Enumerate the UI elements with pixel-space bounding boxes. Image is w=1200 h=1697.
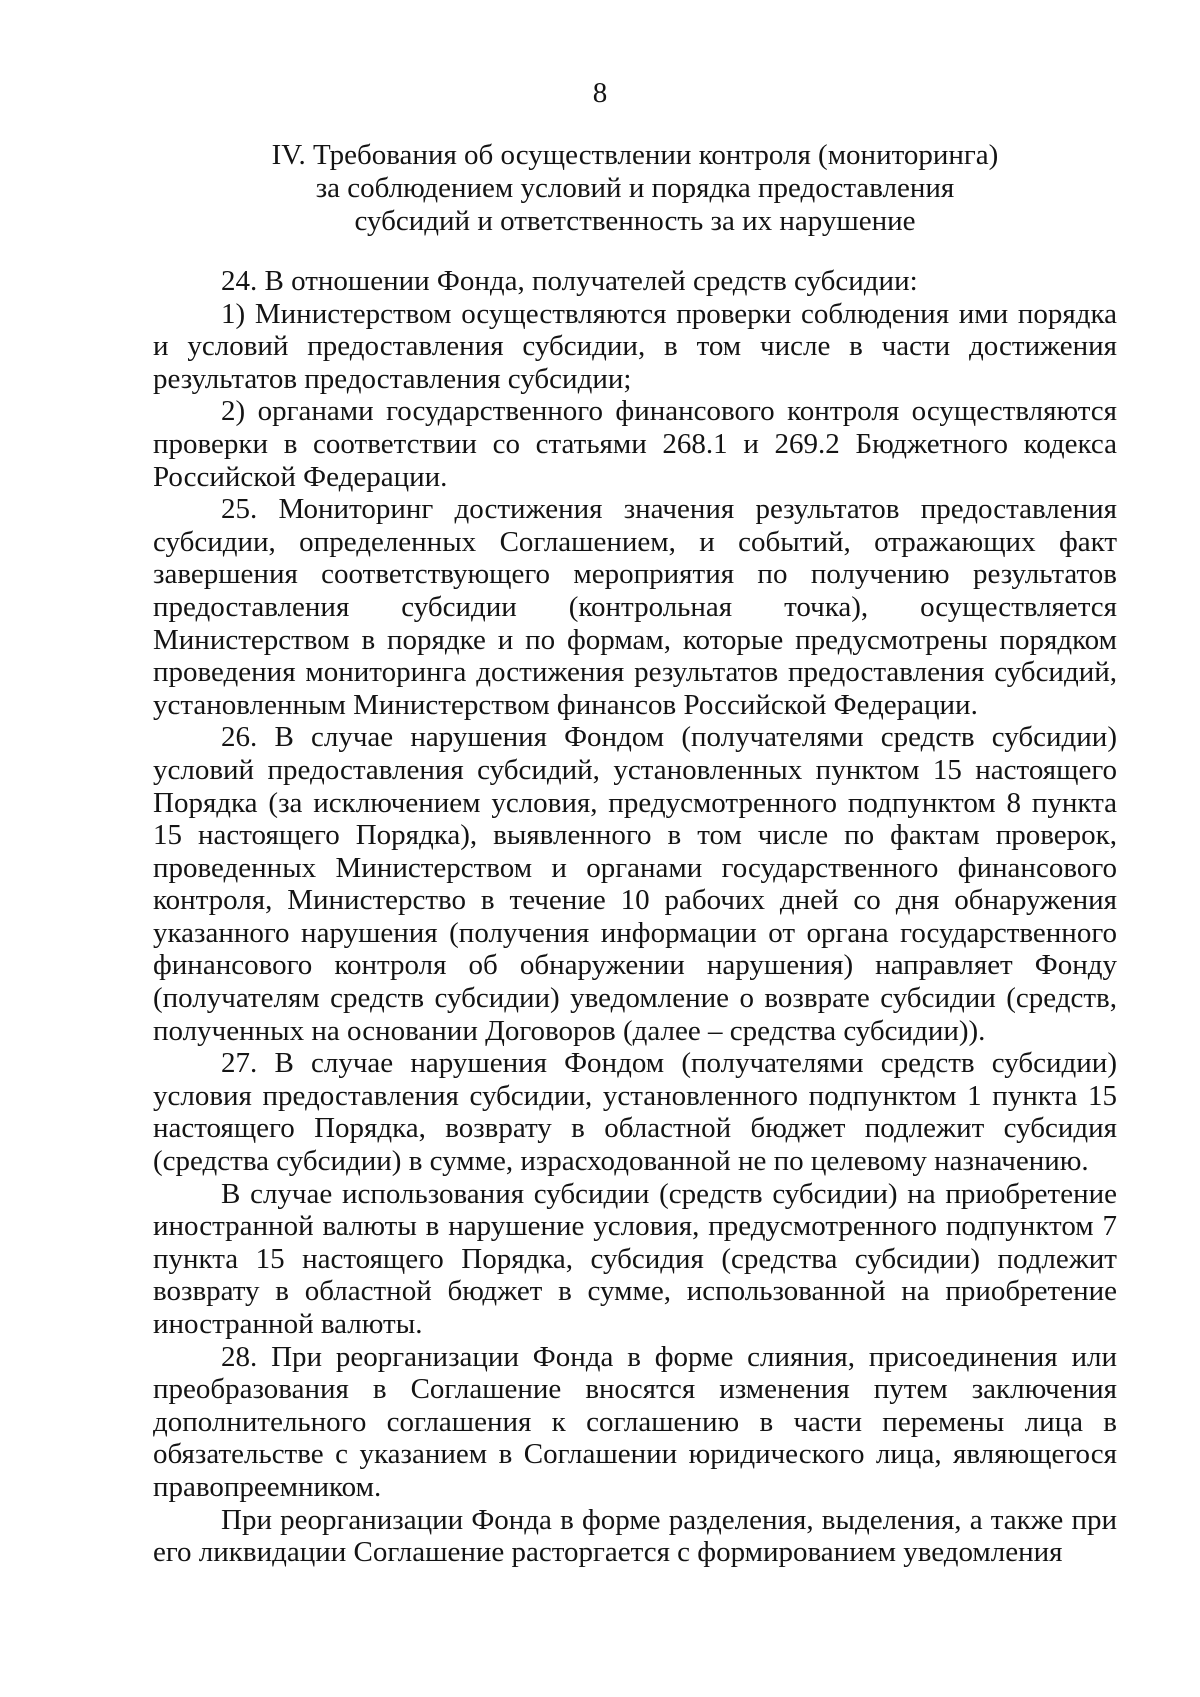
paragraph-25: 25. Мониторинг достижения значения результатов предоставления субсидии, определенных Соглашением, и событий, отражающих факт завершения соответствующего мероприятия по получению результатов предоставления субсидии (контрольная точка), осуществляется Министерством в порядке и по формам, которые предусмотрены порядком проведения мониторинга достижения результатов предоставления субсидий, установленным Министерством финансов Российской Федерации.: [153, 493, 1117, 721]
section-title: [175, 139, 1095, 238]
paragraph-28-continued: При реорганизации Фонда в форме разделения, выделения, а также при его ликвидации Соглашение расторгается с формированием уведомления: [153, 1503, 1117, 1569]
paragraph-24-item-1: 1) Министерством осуществляются проверки соблюдения ими порядка и условий предоставления субсидии, в том числе в части достижения результатов предоставления субсидии;: [153, 297, 1117, 395]
document-body: [153, 265, 1117, 1569]
paragraph-27-continued: В случае использования субсидии (средств субсидии) на приобретение иностранной валюты в нарушение условия, предусмотренного подпунктом 7 пункта 15 настоящего Порядка, субсидия (средства субсидии) подлежит возврату в областной бюджет в сумме, использованной на приобретение иностранной валюты.: [153, 1177, 1117, 1340]
section-title-line: IV. Требования об осуществлении контроля (мониторинга): [271, 139, 999, 171]
page-number: 8: [592, 77, 608, 109]
paragraph-28: 28. При реорганизации Фонда в форме слияния, присоединения или преобразования в Соглашение вносятся изменения путем заключения дополнительного соглашения к соглашению в части перемены лица в обязательстве с указанием в Соглашении юридического лица, являющегося правопреемником.: [153, 1340, 1117, 1503]
paragraph-24-item-2: 2) органами государственного финансового контроля осуществляются проверки в соответствии со статьями 268.1 и 269.2 Бюджетного кодекса Российской Федерации.: [153, 395, 1117, 493]
paragraph-24: 24. В отношении Фонда, получателей средств субсидии:: [221, 265, 918, 297]
section-title-line: за соблюдением условий и порядка предоставления: [315, 172, 955, 204]
paragraph-26: 26. В случае нарушения Фондом (получателями средств субсидии) условий предоставления субсидий, установленных пунктом 15 настоящего Порядка (за исключением условия, предусмотренного подпунктом 8 пункта 15 настоящего Порядка), выявленного в том числе по фактам проверок, проведенных Министерством и органами государственного финансового контроля, Министерство в течение 10 рабочих дней со дня обнаружения указанного нарушения (получения информации от органа государственного финансового контроля об обнаружении нарушения) направляет Фонду (получателям средств субсидии) уведомление о возврате субсидии (средств, полученных на основании Договоров (далее – средства субсидии)).: [153, 721, 1117, 1047]
section-title-line: субсидий и ответственность за их нарушение: [354, 205, 916, 237]
paragraph-27: 27. В случае нарушения Фондом (получателями средств субсидии) условия предоставления субсидии, установленного подпунктом 1 пункта 15 настоящего Порядка, возврату в областной бюджет подлежит субсидия (средства субсидии) в сумме, израсходованной не по целевому назначению.: [153, 1047, 1117, 1178]
